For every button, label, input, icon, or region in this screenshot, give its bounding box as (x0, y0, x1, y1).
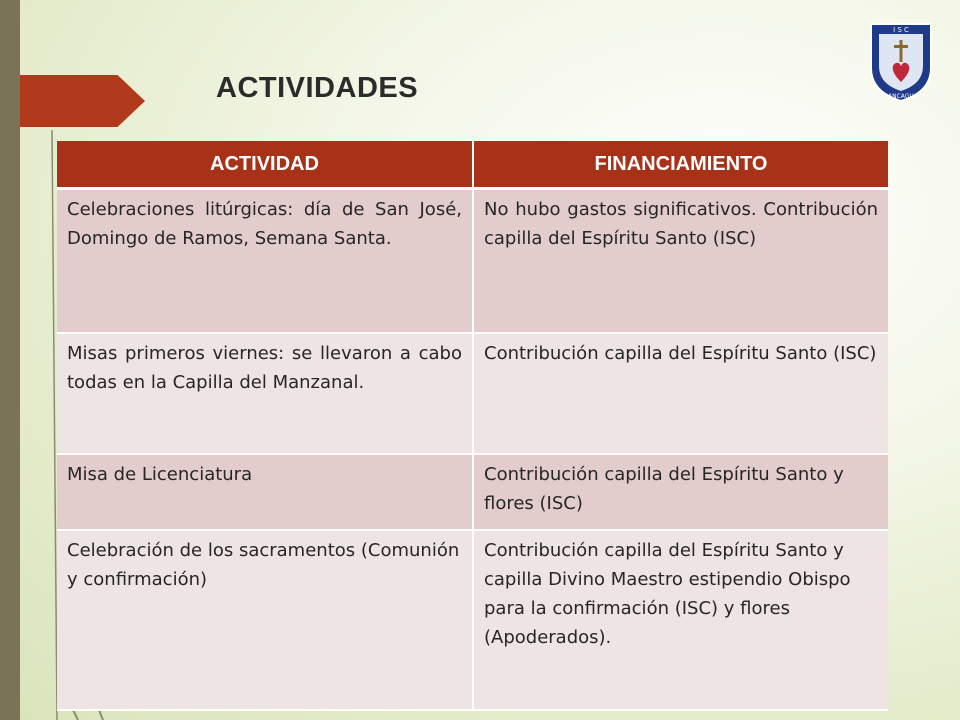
column-header-actividad: ACTIVIDAD (57, 141, 473, 189)
table-header-row (57, 141, 888, 189)
actividad-cell: Celebración de los sacramentos (Comunión y confirmación) (57, 530, 473, 710)
actividad-cell: Misas primeros viernes: se llevaron a cabo todas en la Capilla del Manzanal. (57, 333, 473, 454)
financiamiento-cell: No hubo gastos significativos. Contribución capilla del Espíritu Santo (ISC) (473, 189, 888, 333)
logo-bottom-text: RANCAGUA (884, 93, 918, 100)
financiamiento-cell: Contribución capilla del Espíritu Santo (ISC) (473, 333, 888, 454)
financiamiento-cell: Contribución capilla del Espíritu Santo y flores (ISC) (473, 454, 888, 530)
logo-top-text: I S C (893, 26, 909, 34)
table-row (57, 454, 888, 530)
actividad-cell: Misa de Licenciatura (57, 454, 473, 530)
table-row (57, 333, 888, 454)
column-header-financiamiento: FINANCIAMIENTO (473, 141, 888, 189)
title-arrow-shape (20, 75, 145, 127)
actividad-cell: Celebraciones litúrgicas: día de San José, Domingo de Ramos, Semana Santa. (57, 189, 473, 333)
financiamiento-cell: Contribución capilla del Espíritu Santo y capilla Divino Maestro estipendio Obispo para la confirmación (ISC) y flores (Apoderados). (473, 530, 888, 710)
activities-table (57, 141, 888, 711)
table-row (57, 530, 888, 710)
slide-title: ACTIVIDADES (216, 72, 419, 104)
table-row (57, 189, 888, 333)
school-crest-icon (867, 20, 935, 104)
